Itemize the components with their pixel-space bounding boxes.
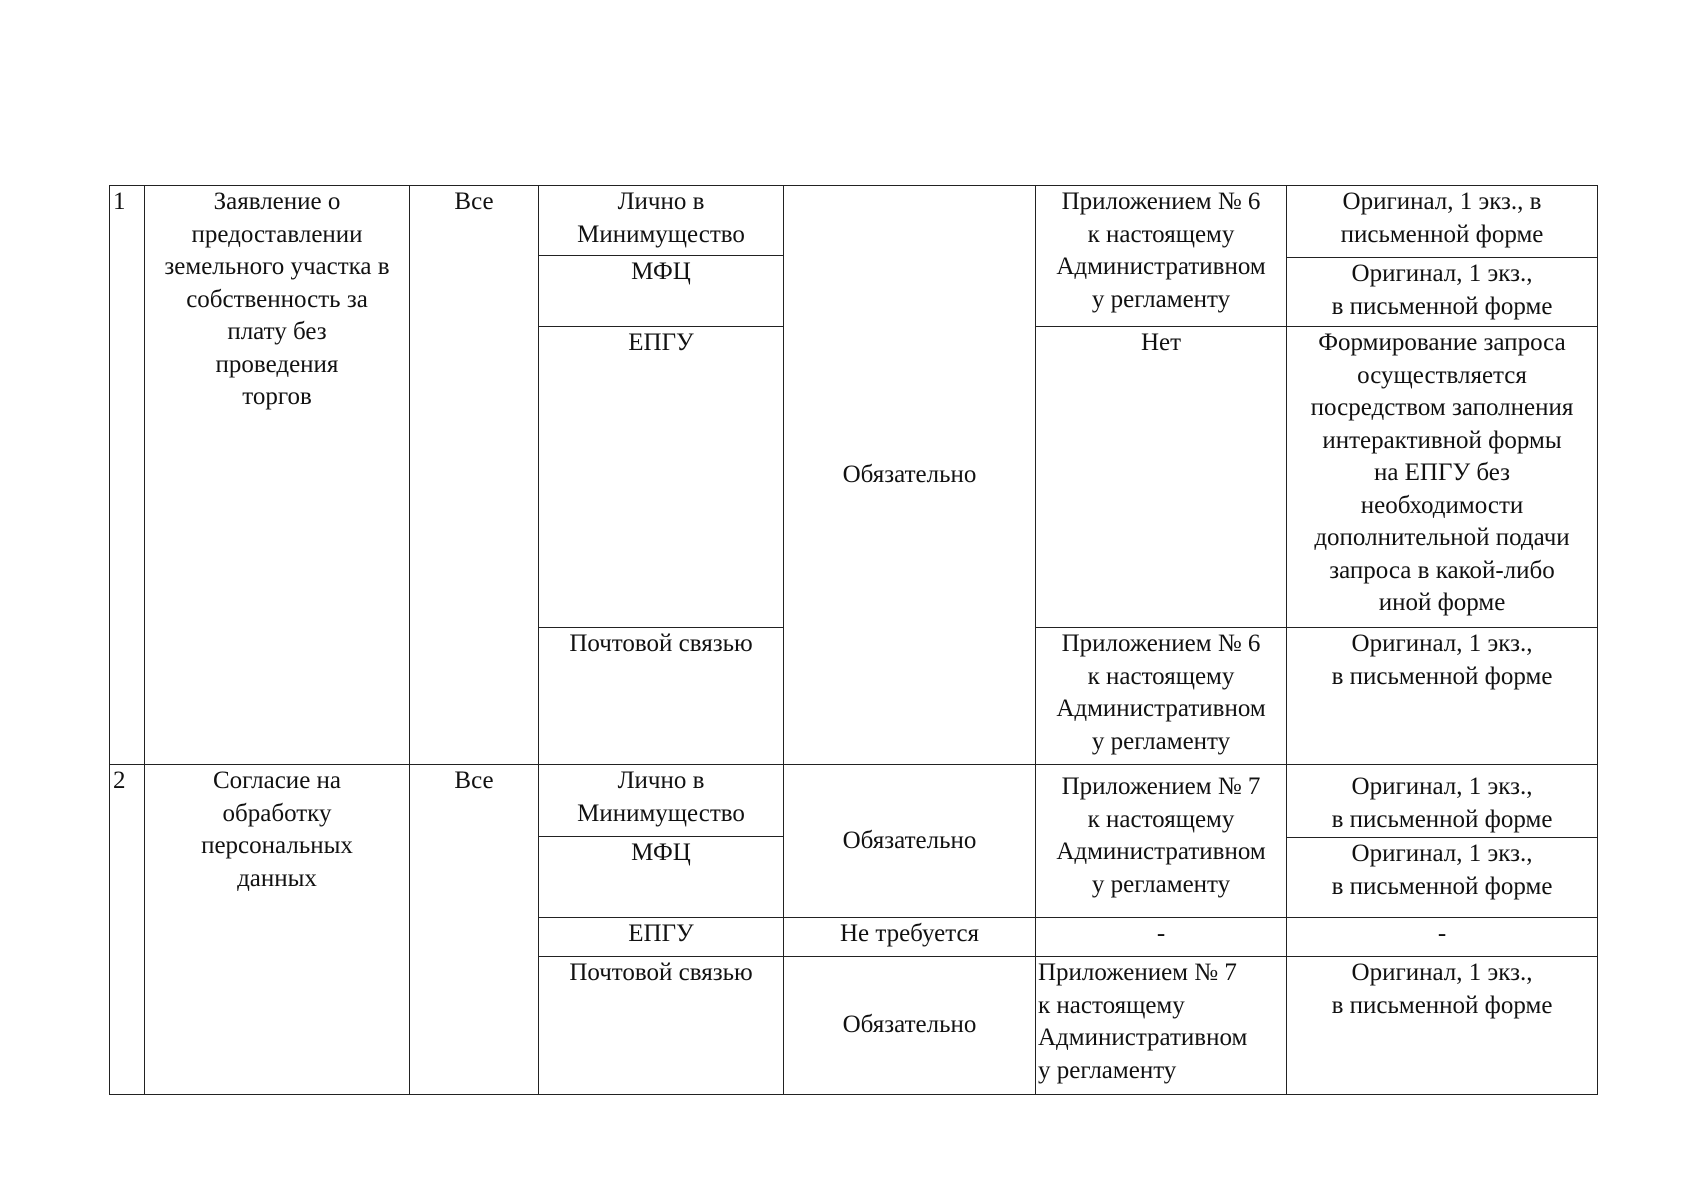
channel-text: Почтовой связью: [569, 959, 753, 986]
form-ref-text: Приложением № 6 к настоящему Административном у регламенту: [1056, 188, 1266, 313]
row-1-form-ref-post: [1035, 627, 1287, 765]
row-2-form-ref-in-person-mfc: [1035, 764, 1287, 918]
row-2-form-ref-post: [1035, 956, 1287, 1095]
applicant-category-text: Все: [454, 767, 494, 794]
row-2-applicant-category: [409, 764, 539, 1095]
row-1-channel-post: [538, 627, 784, 765]
row-1-applicant-category: [409, 185, 539, 765]
row-2-requirement: [783, 764, 1036, 918]
requirement-text: Не требуется: [839, 920, 980, 947]
form-ref-text: -: [1156, 920, 1166, 947]
row-2-form-ref-epgu: [1035, 917, 1287, 957]
doc-form-text: Оригинал, 1 экз., в письменной форме: [1331, 840, 1553, 900]
row-2-channel-in-person: [538, 764, 784, 837]
doc-form-text: -: [1437, 920, 1447, 947]
row-1-doc-form-post: [1286, 627, 1598, 765]
requirement-text: Обязательно: [842, 826, 977, 854]
row-2-doc-form-mfc: [1286, 837, 1598, 918]
doc-form-text: Формирование запроса осуществляется посредством заполнения интерактивной формы на ЕПГУ без необходимости дополнительной подачи запроса в какой-либо иной форме: [1310, 329, 1574, 616]
row-2-channel-mfc: [538, 836, 784, 918]
row-2-requirement-post: [783, 956, 1036, 1095]
doc-form-text: Оригинал, 1 экз., в письменной форме: [1331, 773, 1553, 833]
row-2-doc-form-in-person: [1286, 764, 1598, 838]
row-1-form-ref-in-person-mfc: [1035, 185, 1287, 327]
form-ref-text: Приложением № 6 к настоящему Административном у регламенту: [1056, 630, 1266, 755]
form-ref-text: Приложением № 7 к настоящему Административном у регламенту: [1056, 773, 1266, 898]
document-name-text: Согласие на обработку персональных данных: [201, 767, 353, 892]
doc-form-text: Оригинал, 1 экз., в письменной форме: [1340, 188, 1544, 248]
row-1-doc-form-epgu: [1286, 326, 1598, 628]
document-name-text: Заявление о предоставлении земельного участка в собственность за плату без проведения торгов: [164, 188, 390, 410]
row-2-doc-form-post: [1286, 956, 1598, 1095]
channel-text: Почтовой связью: [569, 630, 753, 657]
channel-text: МФЦ: [631, 258, 691, 285]
channel-text: ЕПГУ: [628, 920, 694, 947]
form-ref-text: Нет: [1140, 329, 1182, 356]
requirement-text: Обязательно: [842, 1011, 977, 1039]
row-2-number: [109, 764, 145, 1095]
channel-text: Лично в Минимущество: [577, 767, 745, 827]
row-2-document-name: [144, 764, 410, 1095]
form-ref-text: Приложением № 7 к настоящему Административном у регламенту: [1038, 959, 1248, 1084]
row-2-requirement-epgu: [783, 917, 1036, 957]
row-1-channel-in-person: [538, 185, 784, 256]
row-2-doc-form-epgu: [1286, 917, 1598, 957]
row-1-doc-form-mfc: [1286, 257, 1598, 327]
channel-text: ЕПГУ: [628, 329, 694, 356]
row-2-channel-epgu: [538, 917, 784, 957]
doc-form-text: Оригинал, 1 экз., в письменной форме: [1331, 959, 1553, 1019]
row-1-channel-mfc: [538, 255, 784, 327]
row-1-requirement: [783, 185, 1036, 765]
applicant-category-text: Все: [454, 188, 494, 215]
row-1-form-ref-epgu: [1035, 326, 1287, 628]
row-2-channel-post: [538, 956, 784, 1095]
doc-form-text: Оригинал, 1 экз., в письменной форме: [1331, 630, 1553, 690]
requirement-text: Обязательно: [842, 460, 977, 488]
channel-text: Лично в Минимущество: [577, 188, 745, 248]
row-number-text: 1: [113, 188, 126, 215]
doc-form-text: Оригинал, 1 экз., в письменной форме: [1331, 260, 1553, 320]
row-number-text: 2: [113, 767, 126, 794]
row-1-channel-epgu: [538, 326, 784, 628]
channel-text: МФЦ: [631, 839, 691, 866]
row-1-number: [109, 185, 145, 765]
row-1-document-name: [144, 185, 410, 765]
row-1-doc-form-in-person: [1286, 185, 1598, 258]
